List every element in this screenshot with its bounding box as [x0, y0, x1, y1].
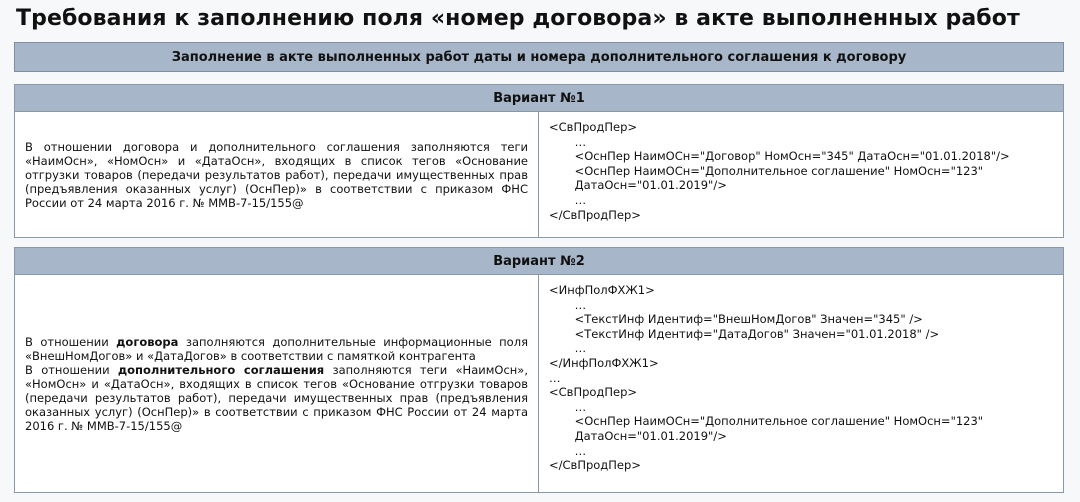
variant-2-table [14, 247, 1064, 493]
code-line: ДатаОсн="01.01.2019"/> [549, 428, 727, 443]
code-line: </СвПродПер> [549, 207, 641, 222]
code-line: … [549, 341, 587, 356]
text-run: В отношении [25, 362, 118, 377]
code-line: … [549, 370, 561, 385]
text-run: заполняются дополнительные информационные поля «ВнешНомДогов» и «ДатаДогов» в соответствии с памяткой контрагента [25, 334, 528, 363]
text-run: заполняются теги «НаимОсн», «НомОсн» и «ДатаОсн», входящих в список тегов «Основание отгрузки товаров (передачи результатов работ), передачи имущественных прав (предъявления оказанных услуг) (ОснПер)» в соответствии с приказом ФНС России от 24 марта 2016 г. № ММВ-7-15/155@ [25, 362, 528, 433]
variant-1-table [14, 84, 1064, 238]
code-line: … [549, 443, 587, 458]
code-line: <СвПродПер> [549, 120, 638, 134]
code-line: … [549, 134, 587, 149]
code-line: <ОснПер НаимОСн="Договор" НомОсн="345" ДатаОсн="01.01.2018"/> [549, 149, 1010, 164]
code-line: <ОснПер НаимОСн="Дополнительное соглашение" НомОсн="123" [549, 163, 984, 178]
code-line: … [549, 192, 587, 207]
code-line: ДатаОсн="01.01.2019"/> [549, 178, 727, 193]
variant-2-description-cell [15, 275, 539, 492]
code-line: <СвПродПер> [549, 385, 638, 400]
variant-2-body [15, 275, 1063, 492]
variant-1-description: В отношении договора и дополнительного соглашения заполняются теги «НаимОсн», «НомОсн» и «ДатаОсн», входящих в список тегов «Основание отгрузки товаров (передачи результатов работ), передачи имущественных прав (предъявления оказанных услуг) (ОснПер)» в соответствии с приказом ФНС России от 24 марта 2016 г. № ММВ-7-15/155@ [25, 139, 528, 210]
code-line: … [549, 399, 587, 414]
section-banner: Заполнение в акте выполненных работ даты и номера дополнительного соглашения к договору [14, 42, 1064, 72]
variant-2-heading: Вариант №2 [15, 248, 1063, 275]
code-line: <ОснПер НаимОСн="Дополнительное соглашение" НомОсн="123" [549, 414, 984, 429]
text-run: В отношении [25, 334, 117, 349]
code-line: </СвПродПер> [549, 458, 641, 473]
variant-2-paragraph-contract [25, 335, 528, 363]
variant-1-code-cell [539, 112, 1063, 237]
code-line: <ТекстИнф Идентиф="ВнешНомДогов" Значен="345" /> [549, 312, 923, 327]
variant-1-description-cell [15, 112, 539, 237]
variant-1-body [15, 112, 1063, 237]
variant-2-paragraph-agreement [25, 363, 528, 433]
code-line: <ТекстИнф Идентиф="ДатаДогов" Значен="01.01.2018" /> [549, 326, 940, 341]
bold-term-agreement: дополнительного соглашения [117, 362, 325, 377]
code-line: … [549, 297, 587, 312]
variant-2-code-cell [539, 275, 1063, 492]
variant-1-heading: Вариант №1 [15, 85, 1063, 112]
bold-term-contract: договора [116, 334, 179, 349]
code-line: <ИнфПолФХЖ1> [549, 283, 655, 297]
code-line: </ИнфПолФХЖ1> [549, 355, 659, 370]
page-title: Требования к заполнению поля «номер договора» в акте выполненных работ [16, 6, 1020, 31]
